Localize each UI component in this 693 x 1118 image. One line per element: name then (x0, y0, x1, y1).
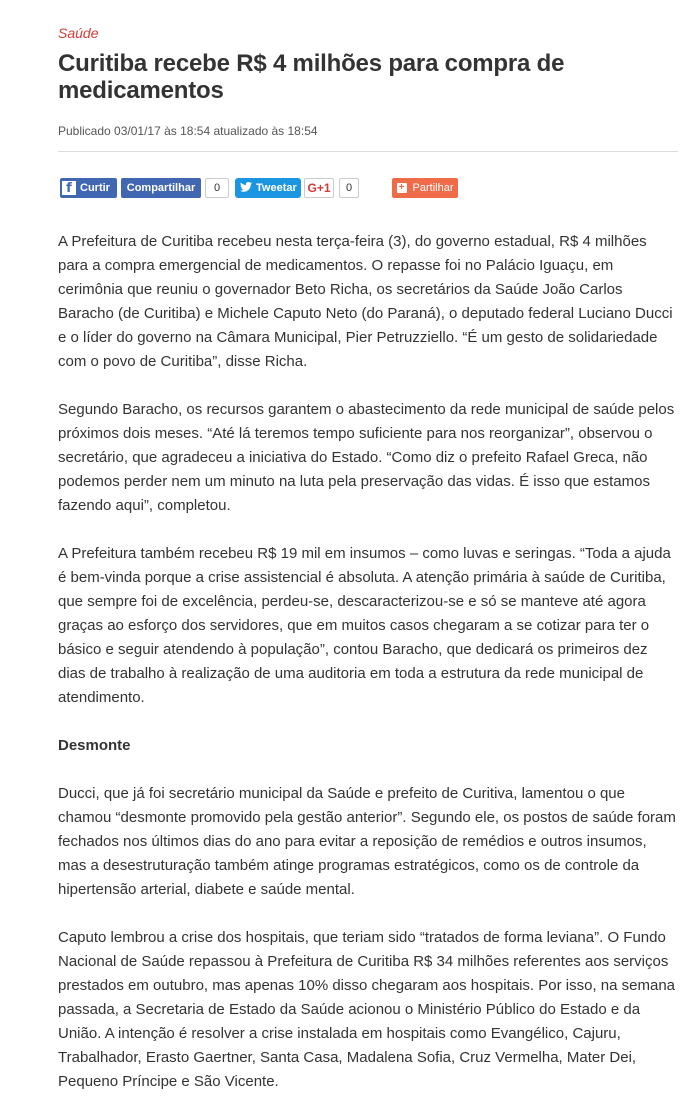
facebook-count: 0 (205, 178, 229, 198)
article-title: Curitiba recebe R$ 4 milhões para compra de medicamentos (58, 50, 565, 104)
share-button[interactable] (392, 178, 458, 198)
tweet-label: Tweetar (256, 182, 297, 194)
divider (58, 151, 678, 152)
article-body (58, 230, 678, 1118)
paragraph: A Prefeitura também recebeu R$ 19 mil em insumos – como luvas e seringas. “Toda a ajuda é bem-vinda porque a crise assistencial é absoluta. A atenção primária à saúde de Curitiba, que sempre foi de excelência, perdeu-se, descaracterizou-se e só se manteve até agora graças ao esforço dos servidores, que em muitos casos chegaram a se cotizar para ter o básico e seguir atendendo à população”, contou Baracho, que dedicará os primeiros dez dias de trabalho à realização de uma auditoria em toda a estrutura da rede municipal de atendimento. (58, 545, 671, 706)
facebook-icon: f (62, 181, 76, 195)
share-label: Partilhar (412, 182, 454, 194)
plus-icon: + (397, 183, 407, 193)
facebook-like-button[interactable] (60, 178, 117, 198)
google-plus-count: 0 (339, 178, 359, 198)
paragraph: Segundo Baracho, os recursos garantem o abastecimento da rede municipal de saúde pelos próximos dois meses. “Até lá teremos tempo suficiente para nos reorganizar”, observou o secretário, que agradeceu a iniciativa do Estado. “Como diz o prefeito Rafael Greca, não podemos perder nem um minuto na luta pela preservação das vidas. É isso que estamos fazendo aqui”, completou. (58, 401, 675, 514)
paragraph: A Prefeitura de Curitiba recebeu nesta terça-feira (3), do governo estadual, R$ 4 milhões para a compra emergencial de medicamentos. O repasse foi no Palácio Iguaçu, em cerimônia que reuniu o governador Beto Richa, os secretários da Saúde João Carlos Baracho (de Curitiba) e Michele Caputo Neto (do Paraná), o deputado federal Luciano Ducci e o líder do governo na Câmara Municipal, Pier Petruzziello. “É um gesto de solidariedade com o povo de Curitiba”, disse Richa. (58, 233, 673, 370)
category-link[interactable]: Saúde (58, 25, 99, 41)
facebook-like-label: Curtir (80, 182, 110, 194)
section-heading: Desmonte (58, 737, 131, 754)
google-plus-button[interactable]: G+1 (304, 178, 334, 198)
facebook-share-button[interactable]: Compartilhar (121, 178, 201, 198)
bird-icon (240, 181, 252, 195)
social-bar (60, 178, 480, 200)
tweet-button[interactable] (235, 178, 301, 198)
paragraph: Ducci, que já foi secretário municipal da Saúde e prefeito de Curitiva, lamentou o que chamou “desmonte promovido pela gestão anterior”. Segundo ele, os postos de saúde foram fechados nos últimos dias do ano para evitar a reposição de remédios e outros insumos, mas a desestruturação também atinge programas estratégicos, como os de controle da hipertensão arterial, diabete e saúde mental. (58, 785, 676, 898)
paragraph: Caputo lembrou a crise dos hospitais, que teriam sido “tratados de forma leviana”. O Fundo Nacional de Saúde repassou à Prefeitura de Curitiba R$ 34 milhões referentes aos serviços prestados em outubro, mas apenas 10% disso chegaram aos hospitais. Por isso, na semana passada, a Secretaria de Estado da Saúde acionou o Ministério Público do Estado e da União. A intenção é resolver a crise instalada em hospitais como Evangélico, Cajuru, Trabalhador, Erasto Gaertner, Santa Casa, Madalena Sofia, Cruz Vermelha, Mater Dei, Pequeno Príncipe e São Vicente. (58, 929, 676, 1090)
publish-date: Publicado 03/01/17 às 18:54 atualizado às 18:54 (58, 124, 318, 138)
